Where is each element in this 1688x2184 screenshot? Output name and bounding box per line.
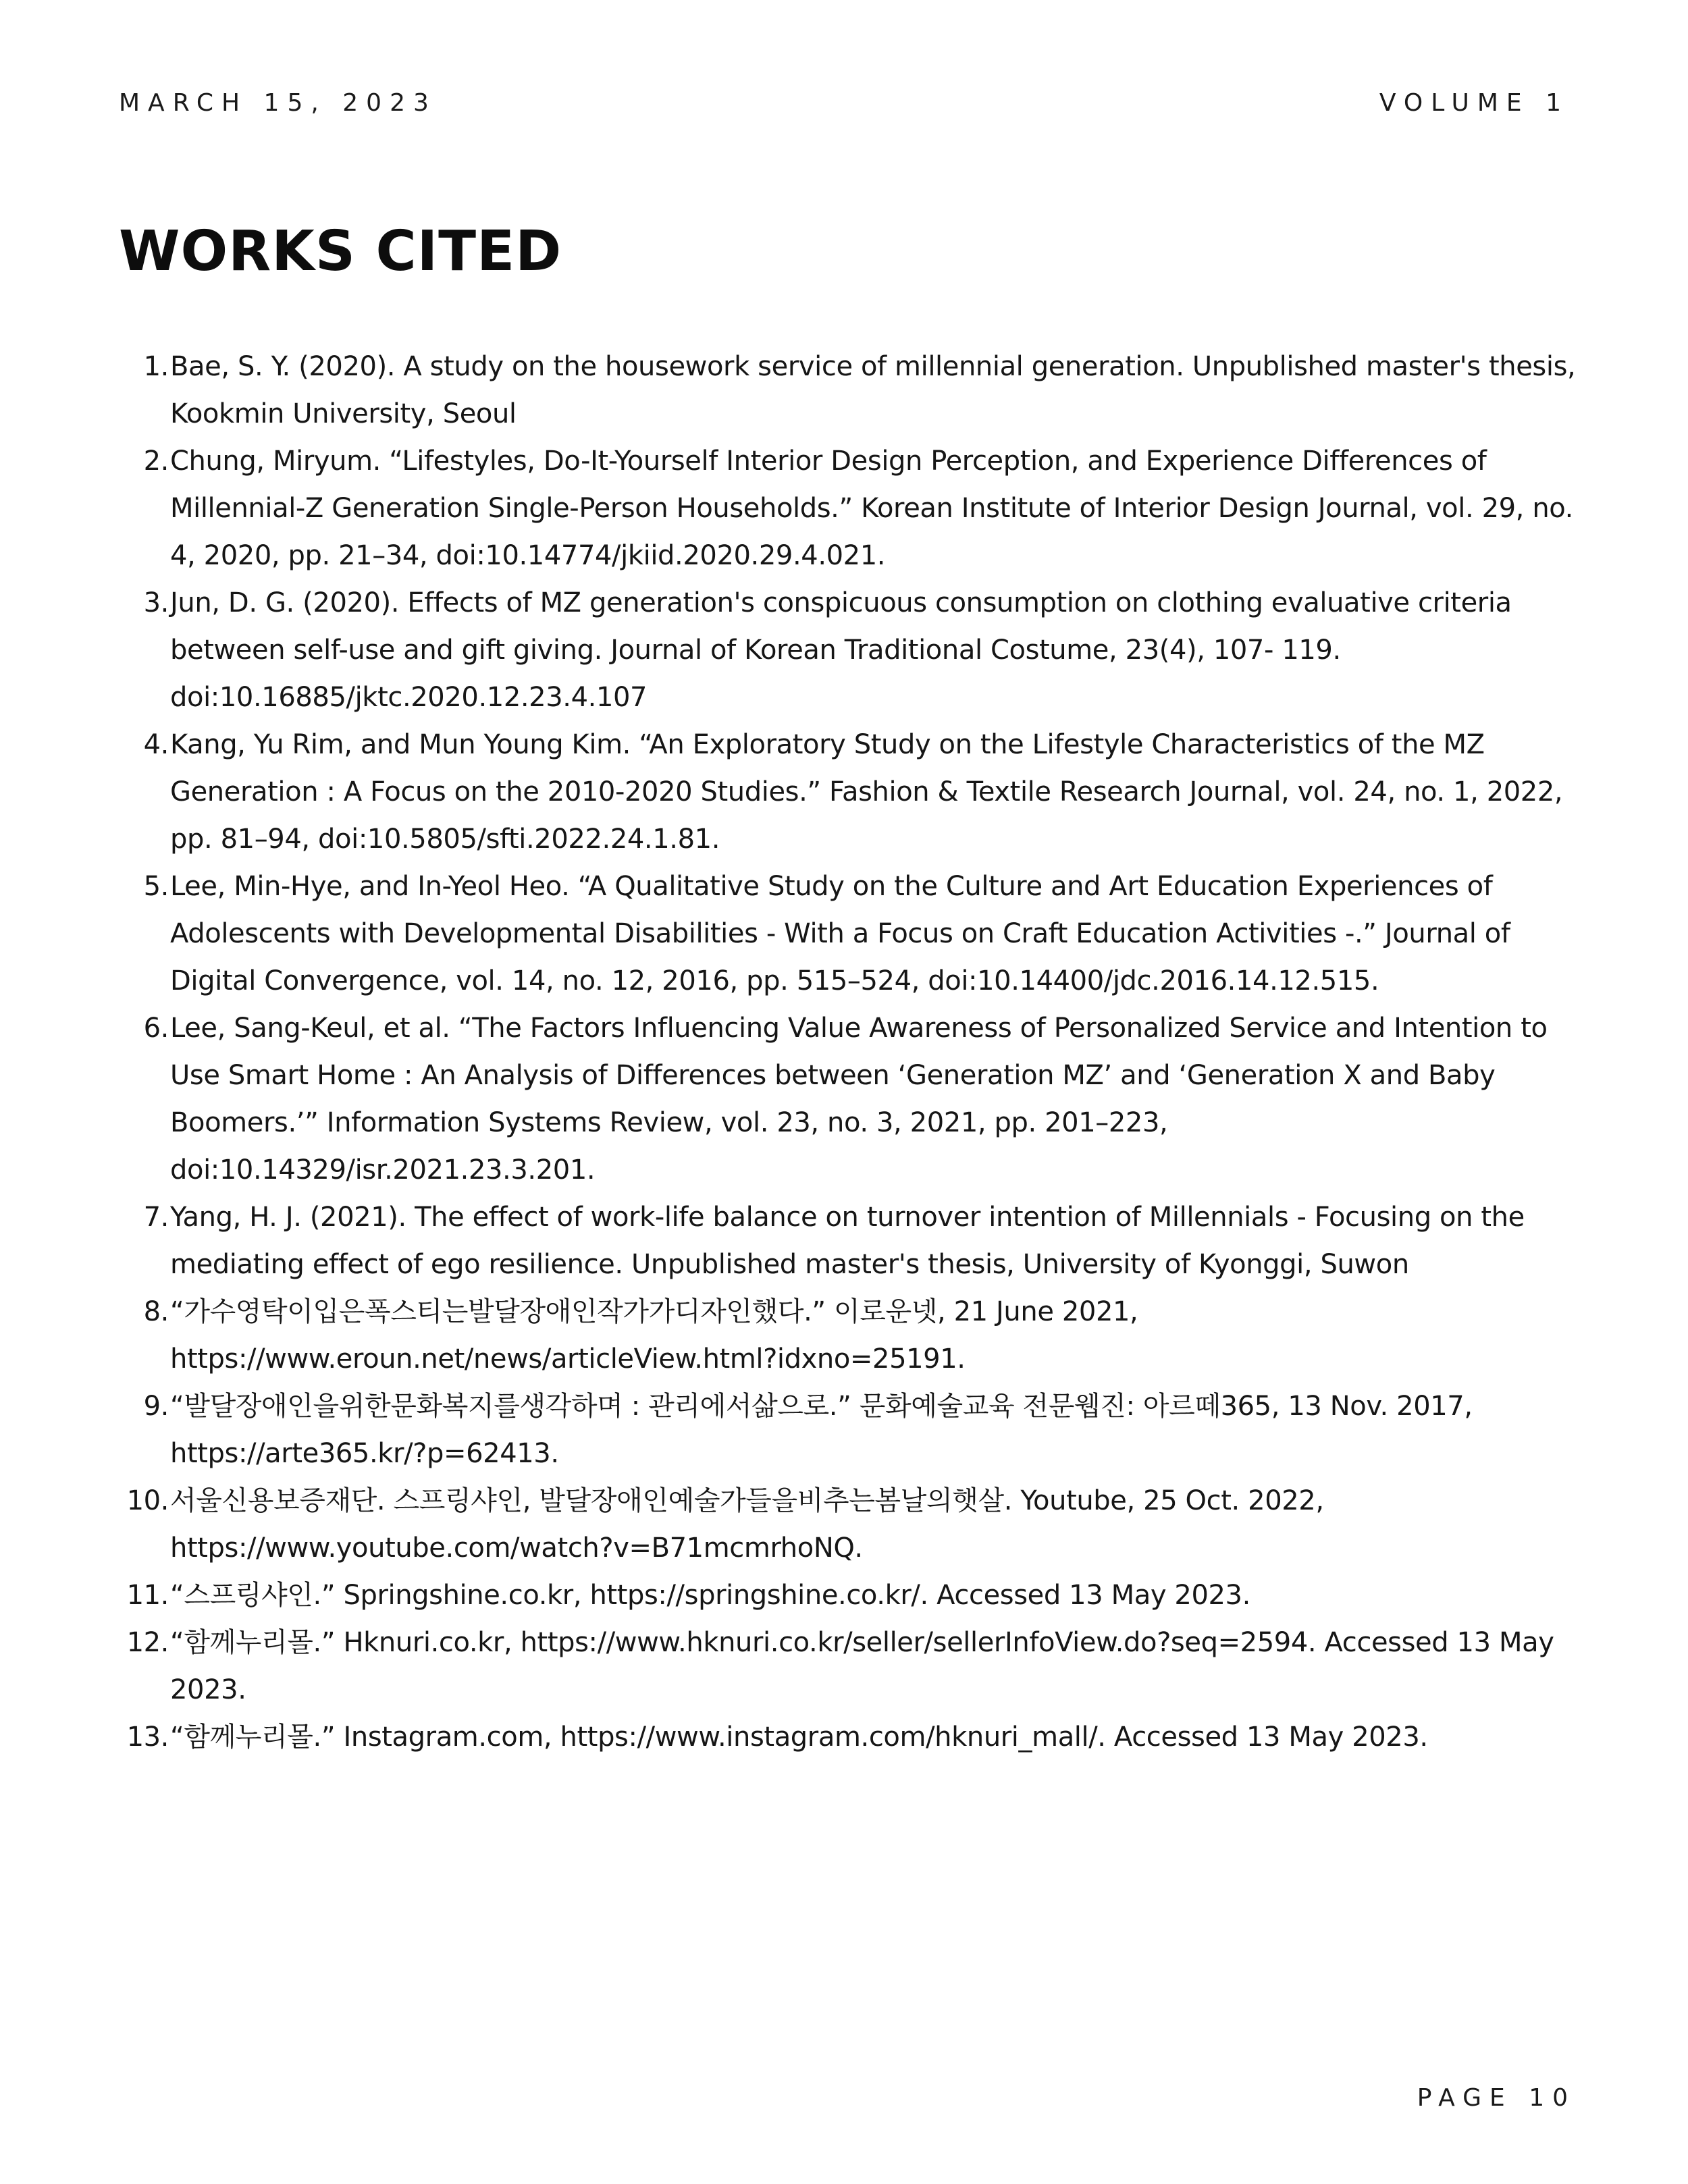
reference-number: 11. bbox=[126, 1580, 169, 1611]
reference-text: Lee, Sang-Keul, et al. “The Factors Influencing Value Awareness of Personalized Service and Intention to Use Smart Home : An Analysis of Differences between ‘Generation MZ’ and ‘Generation X and Baby Boomers.’” Information Systems Review, vol. 23, no. 3, 2021, pp. 201–223, doi:10.14329/isr.2021.23.3.201. bbox=[170, 1013, 1548, 1186]
reference-text: “발달장애인을위한문화복지를생각하며 : 관리에서삶으로.” 문화예술교육 전문웹진: 아르떼365, 13 Nov. 2017, https://arte365.kr/?p=62413. bbox=[170, 1391, 1473, 1469]
reference-item bbox=[108, 1713, 1584, 1761]
reference-number: 5. bbox=[143, 871, 169, 902]
reference-item bbox=[108, 437, 1584, 579]
reference-number: 2. bbox=[143, 446, 169, 477]
reference-number: 8. bbox=[143, 1296, 169, 1327]
reference-text: Jun, D. G. (2020). Effects of MZ generation's conspicuous consumption on clothing evaluative criteria between self-use and gift giving. Journal of Korean Traditional Costume, 23(4), 107- 119. doi:10.16885/jktc.2020.12.23.4.107 bbox=[170, 587, 1512, 713]
reference-item bbox=[108, 1619, 1584, 1713]
reference-text: 서울신용보증재단. 스프링샤인, 발달장애인예술가들을비추는봄날의햇살. Youtube, 25 Oct. 2022, https://www.youtube.com/watch?v=B71mcmrhoNQ. bbox=[170, 1485, 1324, 1564]
page-number: PAGE 10 bbox=[1417, 2084, 1576, 2112]
header-date: MARCH 15, 2023 bbox=[119, 89, 437, 117]
reference-number: 1. bbox=[143, 351, 169, 382]
reference-item bbox=[108, 1005, 1584, 1194]
reference-text: Yang, H. J. (2021). The effect of work-life balance on turnover intention of Millennials - Focusing on the mediating effect of ego resilience. Unpublished master's thesis, University of Kyonggi, Suwon bbox=[170, 1202, 1525, 1280]
page-title: WORKS CITED bbox=[119, 219, 562, 284]
reference-text: “함께누리몰.” Instagram.com, https://www.instagram.com/hknuri_mall/. Accessed 13 May 2023. bbox=[170, 1722, 1428, 1753]
reference-item bbox=[108, 343, 1584, 437]
reference-text: Bae, S. Y. (2020). A study on the housework service of millennial generation. Unpublished master's thesis, Kookmin University, Seoul bbox=[170, 351, 1576, 429]
reference-text: “함께누리몰.” Hknuri.co.kr, https://www.hknuri.co.kr/seller/sellerInfoView.do?seq=2594. Accessed 13 May 2023. bbox=[170, 1627, 1554, 1705]
reference-number: 7. bbox=[143, 1202, 169, 1233]
reference-number: 6. bbox=[143, 1013, 169, 1044]
reference-number: 4. bbox=[143, 729, 169, 760]
reference-text: Chung, Miryum. “Lifestyles, Do-It-Yourself Interior Design Perception, and Experience Differences of Millennial-Z Generation Single-Person Households.” Korean Institute of Interior Design Journal, vol. 29, no. 4, 2020, pp. 21–34, doi:10.14774/jkiid.2020.29.4.021. bbox=[170, 446, 1573, 571]
reference-item bbox=[108, 1288, 1584, 1383]
reference-item bbox=[108, 863, 1584, 1005]
reference-item bbox=[108, 579, 1584, 721]
reference-item bbox=[108, 1383, 1584, 1477]
reference-number: 10. bbox=[126, 1485, 169, 1516]
reference-item bbox=[108, 1477, 1584, 1572]
reference-text: Kang, Yu Rim, and Mun Young Kim. “An Exploratory Study on the Lifestyle Characteristics of the MZ Generation : A Focus on the 2010-2020 Studies.” Fashion & Textile Research Journal, vol. 24, no. 1, 2022, pp. 81–94, doi:10.5805/sfti.2022.24.1.81. bbox=[170, 729, 1563, 855]
reference-number: 13. bbox=[126, 1722, 169, 1753]
reference-number: 3. bbox=[143, 587, 169, 618]
reference-text: “가수영탁이입은폭스티는발달장애인작가가디자인했다.” 이로운넷, 21 June 2021, https://www.eroun.net/news/articleView.html?idxno=25191. bbox=[170, 1296, 1138, 1375]
reference-item bbox=[108, 1572, 1584, 1619]
reference-item bbox=[108, 721, 1584, 863]
reference-text: “스프링샤인.” Springshine.co.kr, https://springshine.co.kr/. Accessed 13 May 2023. bbox=[170, 1580, 1250, 1611]
reference-number: 9. bbox=[143, 1391, 169, 1422]
reference-text: Lee, Min-Hye, and In-Yeol Heo. “A Qualitative Study on the Culture and Art Education Experiences of Adolescents with Developmental Disabilities - With a Focus on Craft Education Activities -.” Journal of Digital Convergence, vol. 14, no. 12, 2016, pp. 515–524, doi:10.14400/jdc.2016.14.12.515. bbox=[170, 871, 1510, 996]
header-volume: VOLUME 1 bbox=[1379, 89, 1569, 117]
reference-number: 12. bbox=[126, 1627, 169, 1658]
reference-item bbox=[108, 1194, 1584, 1288]
works-cited-list bbox=[108, 343, 1584, 1761]
